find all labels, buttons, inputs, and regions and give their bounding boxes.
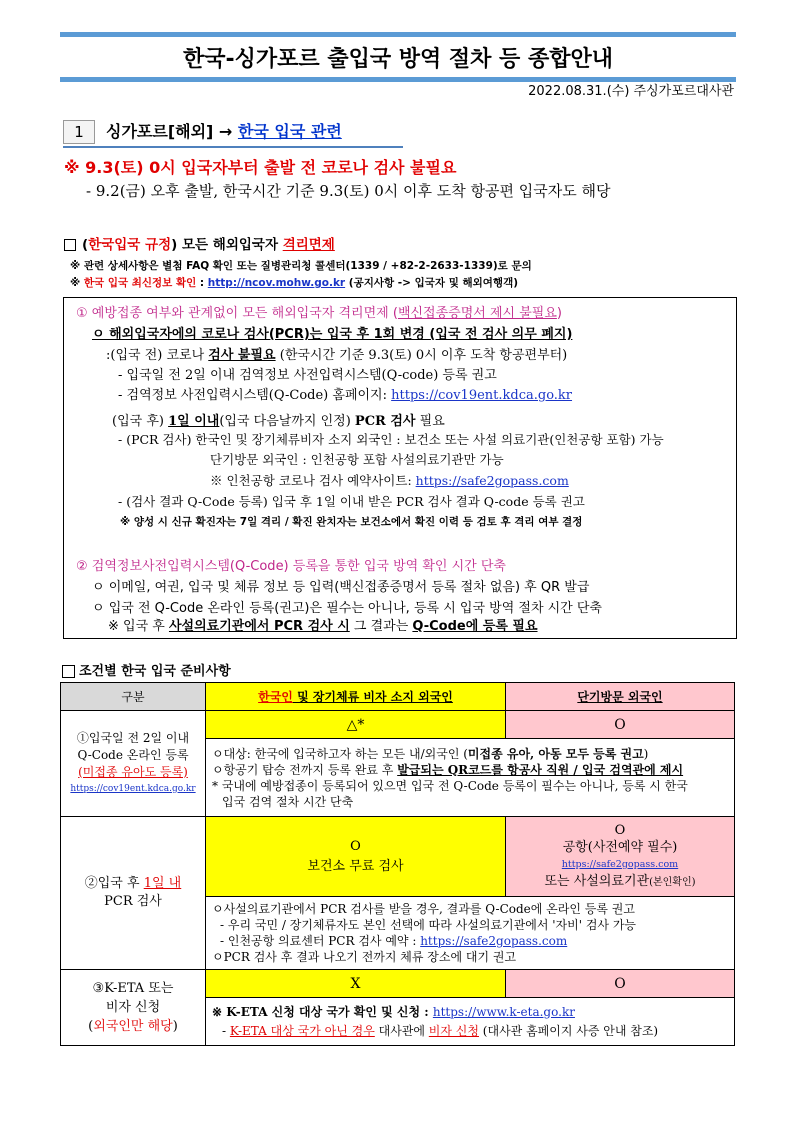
box-line-10: ※ 양성 시 신규 확진자는 7일 격리 / 확진 완치자는 보건소에서 확진 이력 등 검토 후 격리 여부 결정 [120,516,583,528]
ncov-link[interactable]: http://ncov.mohw.go.kr [207,277,346,289]
row3-korean-value: X [206,970,506,998]
row2-korean-value: O 보건소 무료 검사 [206,817,506,897]
header-short-term: 단기방문 외국인 [506,683,735,711]
table-row [61,711,735,739]
box-line-1: ㅇ 해외입국자에의 코로나 검사(PCR)는 입국 후 1회 변경 (입국 전 검사 의무 폐지) [92,327,573,342]
headline: ※ 9.3(토) 0시 입국자부터 출발 전 코로나 검사 불필요 [64,158,457,177]
box-heading-2: ② 검역정보사전입력시스템(Q-Code) 등록을 통한 입국 방역 확인 시간 단축 [76,559,506,574]
box-line-13: ※ 입국 후 사설의료기관에서 PCR 검사 시 그 결과는 Q-Code에 등록 필요 [108,619,538,634]
checkbox-square-icon [64,239,76,251]
header-korean: 한국인 및 장기체류 비자 소지 외국인 [206,683,506,711]
box-line-8: ※ 인천공항 코로나 검사 예약사이트: https://safe2gopass.com [210,473,569,488]
subline: - 9.2(금) 오후 출발, 한국시간 기준 9.3(토) 0시 이후 도착 항공편 입국자도 해당 [86,182,611,200]
box-line-11: ㅇ 이메일, 여권, 입국 및 체류 정보 등 입력(백신접종증명서 등록 절차 없음) 후 QR 발급 [92,580,590,595]
row2-notes: ㅇ사설의료기관에서 PCR 검사를 받을 경우, 결과를 Q-Code에 온라인 등록 권고 - 우리 국민 / 장기체류자도 본인 선택에 따라 사설의료기관에서 '자비' 검사 가능 - 인천공항 의료센터 PCR 검사 예약 : https://safe2gopass.com ㅇPCR 검사 후 결과 나오기 전까지 체류 장소에 대기 권고 [206,897,735,970]
row1-qcode-link[interactable]: https://cov19ent.kdca.go.kr [70,783,196,794]
row2-safe2gopass-link[interactable]: https://safe2gopass.com [561,859,679,870]
keta-link[interactable]: https://www.k-eta.go.kr [432,1004,575,1019]
row2-label: ②입국 후 1일 내 PCR 검사 [61,817,206,970]
table-row [61,817,735,897]
section2-heading: 조건별 한국 입국 준비사항 [62,660,231,679]
section-number: 1 [63,120,95,144]
box-line-7: 단기방문 외국인 : 인천공항 포함 사설의료기관만 가능 [210,452,504,467]
row3-notes: ※ K-ETA 신청 대상 국가 확인 및 신청 : https://www.k-eta.go.kr - K-ETA 대상 국가 아닌 경우 대사관에 비자 신청 (대사관 홈페이지 사증 안내 참조) [206,998,735,1046]
box-line-4: - 검역정보 사전입력시스템(Q-Code) 홈페이지: https://cov19ent.kdca.go.kr [118,388,573,403]
box-line-2: :(입국 전) 코로나 검사 불필요 (한국시간 기준 9.3(토) 0시 이후 도착 항공편부터) [106,348,568,363]
row1-korean-value: △* [206,711,506,739]
box-heading-1: ① 예방접종 여부와 관계없이 모든 해외입국자 격리면제 (백신접종증명서 제시 불필요) [76,306,562,321]
row1-label: ①입국일 전 2일 이내 Q-Code 온라인 등록 (미접종 유아도 등록) https://cov19ent.kdca.go.kr [61,711,206,817]
preparation-table [60,682,735,1046]
table-header-row [61,683,735,711]
reference-note: ※ 관련 상세사항은 별첨 FAQ 확인 또는 질병관리청 콜센터(1339 / +82-2-2633-1339)로 문의 [70,260,532,272]
reference-link-note: ※ 한국 입국 최신정보 확인 : http://ncov.mohw.go.kr (공지사항 -> 입국자 및 해외여행객) [70,277,519,289]
row1-short-value: O [506,711,735,739]
box-line-3: - 입국일 전 2일 이내 검역정보 사전입력시스템(Q-code) 등록 권고 [118,368,497,383]
table-row [61,970,735,998]
section-heading: 싱가포르[해외] → 한국 입국 관련 [106,122,342,141]
row1-notes: ㅇ대상: 한국에 입국하고자 하는 모든 내/외국인 (미접종 유아, 아동 모두 등록 권고) ㅇ항공기 탑승 전까지 등록 완료 후 발급되는 QR코드를 항공사 직원 / 입국 검역관에 제시 * 국내에 예방접종이 등록되어 있으면 입국 전 Q-Code 등록이 필수는 아니나, 등록 시 한국 입국 검역 절차 시간 단축 [206,739,735,817]
section-divider [63,146,403,148]
page-title: 한국-싱가포르 출입국 방역 절차 등 종합안내 [60,32,736,82]
box-line-9: - (검사 결과 Q-Code 등록) 입국 후 1일 이내 받은 PCR 검사 결과 Q-code 등록 권고 [118,494,585,509]
row3-short-value: O [506,970,735,998]
qcode-link[interactable]: https://cov19ent.kdca.go.kr [391,388,573,403]
row2-short-value: O 공항(사전예약 필수) https://safe2gopass.com 또는 사설의료기관(본인확인) [506,817,735,897]
box-line-5: (입국 후) 1일 이내(입국 다음날까지 인정) PCR 검사 필요 [112,414,445,429]
rule-heading: (한국입국 규정) 모든 해외입국자 격리면제 [64,233,335,253]
checkbox-square-icon [62,665,75,678]
row2-notes-link[interactable]: https://safe2gopass.com [420,934,568,948]
date-line: 2022.08.31.(수) 주싱가포르대사관 [528,84,734,99]
row3-label: ③K-ETA 또는 비자 신청 (외국인만 해당) [61,970,206,1046]
safe2gopass-link[interactable]: https://safe2gopass.com [415,473,569,488]
box-line-12: ㅇ 입국 전 Q-Code 온라인 등록(권고)은 필수는 아니나, 등록 시 입국 방역 절차 시간 단축 [92,601,602,616]
box-line-6: - (PCR 검사) 한국인 및 장기체류비자 소지 외국인 : 보건소 또는 사설 의료기관(인천공항 포함) 가능 [118,432,664,447]
header-category: 구분 [61,683,206,711]
